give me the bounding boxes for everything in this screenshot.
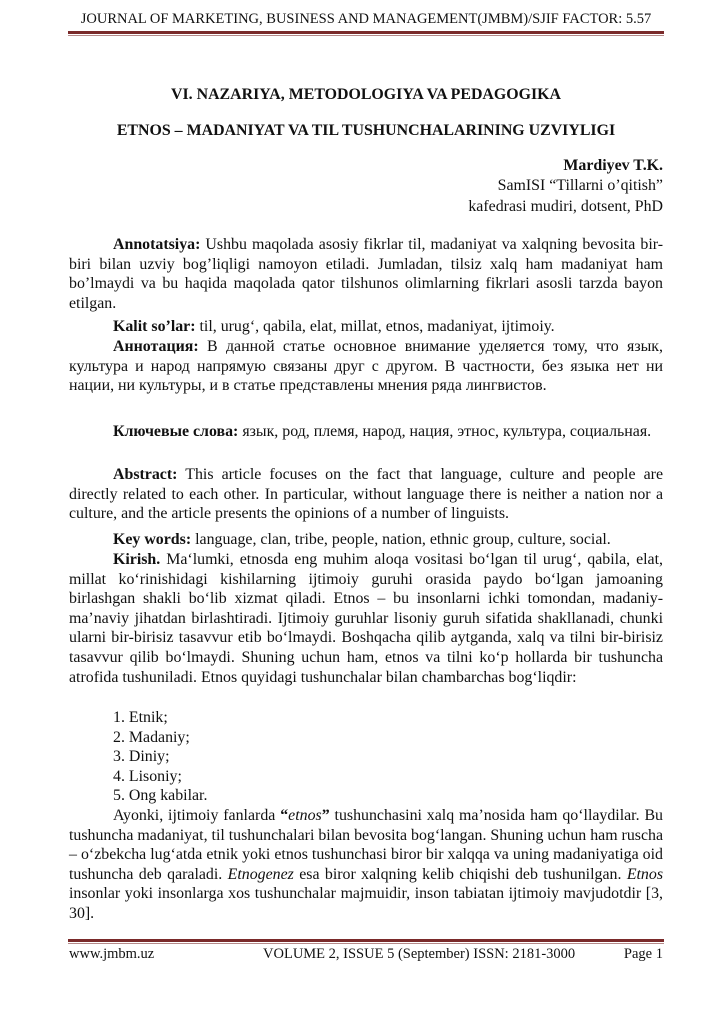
journal-header: JOURNAL OF MARKETING, BUSINESS AND MANAGEMENT(JMBM)/SJIF FACTOR: 5.57 xyxy=(80,11,652,27)
annotation-ru-text: В данной статье основное внимание уделяется тому, что язык, культура и народ напрямую связаны друг с другом. В частности, без языка нет ни нации, ни культуры, и в статье представлены мнения ряда лингвистов. xyxy=(69,338,663,394)
abstract-text: This article focuses on the fact that language, culture and people are directly related to each other. In particular, without language there is neither a nation nor a culture, and the article presents the opinions of a number of linguists. xyxy=(69,466,663,523)
text-span: Ayonki, ijtimoiy fanlarda xyxy=(113,807,281,824)
page-footer xyxy=(69,946,663,963)
list-item: 1. Etnik; xyxy=(113,709,168,726)
kalit-label: Kalit so’lar: xyxy=(113,318,196,335)
quote-close: ” xyxy=(321,807,330,824)
footer-page-number: Page 1 xyxy=(623,946,663,962)
annotatsiya-text: Ushbu maqolada asosiy fikrlar til, madaniyat va xalqning bevosita bir-biri bilan uzviy bog’liqligi namoyon etiladi. Jumladan, tilsiz xalq ham madaniyat ham bo’lmaydi va bu haqida maqolada qator tilshunos olimlarning fikrlari asosli tarzda bayon etilgan. xyxy=(69,236,663,312)
list-item: 5. Ong kabilar. xyxy=(113,787,208,805)
ayonki-paragraph xyxy=(69,806,663,924)
list-item: 2. Madaniy; xyxy=(113,728,190,746)
annotation-ru-label: Аннотация: xyxy=(113,338,199,355)
abstract-label: Abstract: xyxy=(113,466,178,483)
author-name: Mardiyev T.K. xyxy=(563,157,663,174)
term-etnos: Etnos xyxy=(626,865,664,883)
text-span: tushunchasini xalq ma’nosida ham qo‘llaydilar. Bu tushuncha madaniyat, til tushunchalari bilan bevosita bog‘langan. Shuning uchun ham ruscha – o‘zbekcha lug‘atda etnik yoki etnos tushunchasi biror bir xalqqa va uning madaniyatiga oid tushuncha deb qaraladi. xyxy=(69,807,663,883)
quote-open: “ xyxy=(280,807,289,824)
term-etnos: etnos xyxy=(288,807,322,824)
header-rule xyxy=(68,31,664,36)
text-span: esa biror xalqning kelib chiqishi deb tushunilgan. xyxy=(293,865,627,883)
footer-volume: VOLUME 2, ISSUE 5 (September) ISSN: 2181-3000 xyxy=(263,946,576,962)
keywords-ru-text: язык, род, племя, народ, нация, этнос, культура, социальная. xyxy=(238,423,652,440)
keywords-en-paragraph xyxy=(69,530,663,550)
author-position: kafedrasi mudiri, dotsent, PhD xyxy=(468,198,663,215)
keywords-en-text: language, clan, tribe, people, nation, ethnic group, culture, social. xyxy=(191,531,611,548)
kalit-text: til, urug‘, qabila, elat, millat, etnos, madaniyat, ijtimoiy. xyxy=(195,318,555,335)
kalit-paragraph xyxy=(69,317,663,337)
term-etnogenez: Etnogenez xyxy=(227,865,294,883)
kirish-label: Kirish. xyxy=(113,551,161,568)
author-affiliation: SamISI “Tillarni o’qitish” xyxy=(497,177,663,194)
annotation-ru-paragraph xyxy=(69,337,663,396)
keywords-ru-paragraph xyxy=(69,422,663,442)
list-item: 4. Lisoniy; xyxy=(113,767,182,785)
footer-website: www.jmbm.uz xyxy=(69,946,155,962)
kirish-text: Ma‘lumki, etnosda eng muhim aloqa vositasi bo‘lgan til urug‘, qabila, elat, millat ko‘rinishidagi kishilarning ijtimoiy guruhi orasida paydo bo‘lgan jamoaning birlashgan shakli bo‘lib xizmat qiladi. Etnos – bu insonlarni ichki tomondan, madaniy-ma’naviy jihatdan birlashtiradi. Ijtimoiy guruhlar lisoniy guruh sifatida shakllanadi, chunki ularni bir-birisiz tasavvur etib bo‘lmaydi. Boshqacha qilib aytganda, xalq va tilni bir-birisiz tasavvur qilib bo‘lmaydi. Shuning uchun ham, etnos va tilni ko‘p hollarda bir tushuncha atrofida tushuniladi. Etnos quyidagi tushunchalar bilan chambarchas bog‘liqdir: xyxy=(69,551,663,686)
keywords-ru-label: Ключевые слова: xyxy=(113,423,239,440)
concept-list xyxy=(69,708,663,806)
annotatsiya-label: Annotatsiya: xyxy=(113,236,201,253)
keywords-en-label: Key words: xyxy=(113,531,192,548)
kirish-paragraph xyxy=(69,550,663,687)
text-span: insonlar yoki insonlarga xos tushunchalar majmuidir, inson tabiatan ijtimoiy mavjudotdir [3, 30]. xyxy=(69,885,663,922)
abstract-paragraph xyxy=(69,465,663,524)
section-heading: VI. NAZARIYA, METODOLOGIYA VA PEDAGOGIKA xyxy=(171,86,561,103)
footer-rule xyxy=(68,939,664,944)
annotatsiya-paragraph xyxy=(69,235,663,313)
list-item: 3. Diniy; xyxy=(113,748,170,766)
article-title: ETNOS – MADANIYAT VA TIL TUSHUNCHALARINING UZVIYLIGI xyxy=(116,122,616,139)
